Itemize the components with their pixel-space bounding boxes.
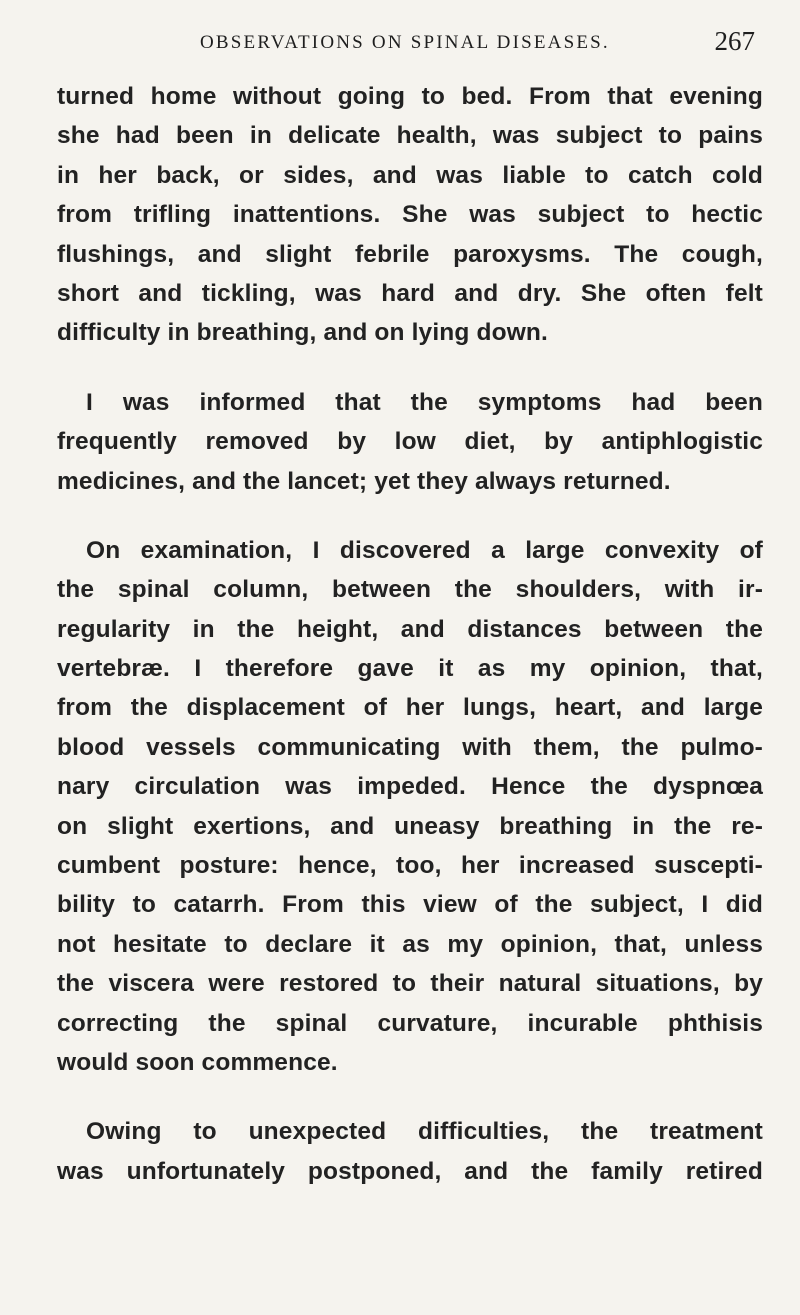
text-line: turned home without going to bed. From that evening: [57, 83, 763, 110]
paragraph-gap: [57, 501, 763, 531]
body-text: [57, 77, 763, 1191]
text-line: in her back, or sides, and was liable to catch cold: [57, 161, 763, 189]
paragraph: [57, 1112, 763, 1191]
running-head: [200, 26, 755, 62]
text-line: nary circulation was impeded. Hence the dyspnœa: [57, 773, 763, 801]
text-line: frequently removed by low diet, by antiphlogistic: [57, 428, 763, 456]
text-line: on slight exertions, and uneasy breathing in the re-: [57, 812, 763, 840]
text-line: vertebræ. I therefore gave it as my opinion, that,: [57, 655, 763, 683]
text-line: from trifling inattentions. She was subject to hectic: [57, 201, 763, 229]
paragraph: [57, 531, 763, 1082]
paragraph-gap: [57, 353, 763, 383]
paragraph: [57, 77, 763, 353]
text-line: flushings, and slight febrile paroxysms. The cough,: [57, 240, 763, 268]
text-line: the viscera were restored to their natural situations, by: [57, 970, 763, 998]
text-line: short and tickling, was hard and dry. She often felt: [57, 279, 763, 307]
text-line: the spinal column, between the shoulders, with ir-: [57, 576, 763, 604]
paragraph-gap: [57, 1082, 763, 1112]
text-line: difficulty in breathing, and on lying down.: [57, 319, 548, 347]
text-line: cumbent posture: hence, too, her increased suscepti-: [57, 852, 763, 880]
text-line: not hesitate to declare it as my opinion, that, unless: [57, 930, 763, 958]
running-title: OBSERVATIONS ON SPINAL DISEASES.: [200, 32, 610, 53]
text-line: correcting the spinal curvature, incurable phthisis: [57, 1009, 763, 1037]
text-line: medicines, and the lancet; yet they always returned.: [57, 467, 671, 495]
text-line: regularity in the height, and distances between the: [57, 615, 763, 643]
text-line: Owing to unexpected difficulties, the treatment: [86, 1118, 763, 1146]
text-line: bility to catarrh. From this view of the subject, I did: [57, 891, 763, 919]
text-line: I was informed that the symptoms had been: [86, 388, 763, 416]
text-line: would soon commence.: [57, 1048, 338, 1076]
text-line: was unfortunately postponed, and the family retired: [57, 1157, 763, 1185]
page-number: 267: [714, 26, 755, 56]
text-line: On examination, I discovered a large convexity of: [86, 536, 763, 564]
paragraph: [57, 383, 763, 501]
text-line: from the displacement of her lungs, heart, and large: [57, 694, 763, 722]
text-line: blood vessels communicating with them, the pulmo-: [57, 733, 763, 761]
text-line: she had been in delicate health, was subject to pains: [57, 122, 763, 150]
